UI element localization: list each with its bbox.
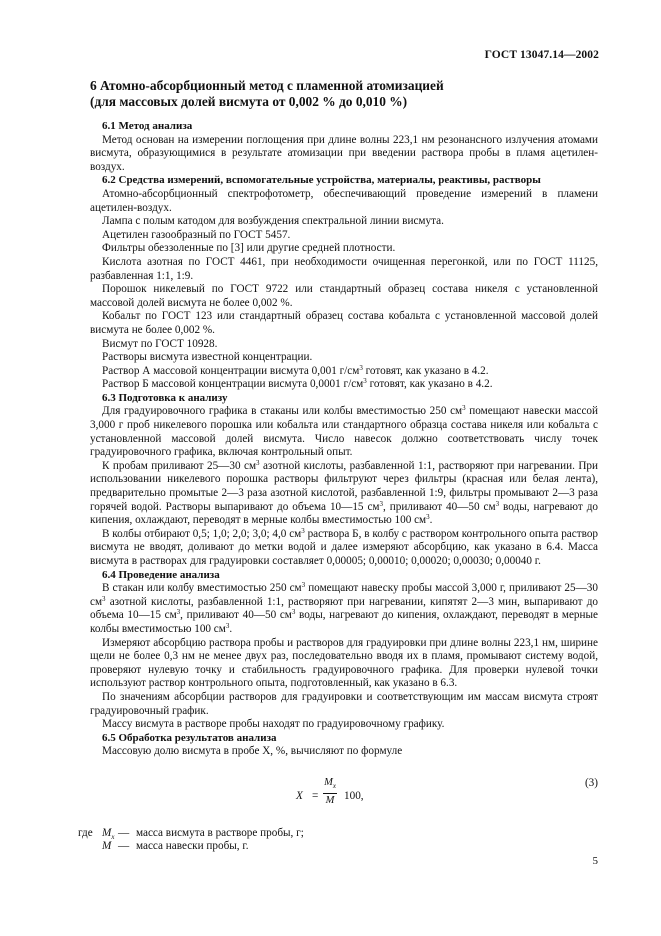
heading-6-5: 6.5 Обработка результатов анализа — [102, 731, 277, 744]
definitions — [78, 826, 598, 854]
paragraph: Измеряют абсорбцию раствора пробы и растворов для градуировки при длине волны 223,1 нм, ширине щели не более 0,3 нм не менее двух раз, последовательно вводя их в пламя, промывают систему водой, проверяют нулевую точку и стабильность градуировочного графика. Для проверки нулевой точки используют раствор контрольного опыта, подготовленный, как указано в 6.3. — [90, 636, 598, 690]
paragraph: Кобальт по ГОСТ 123 или стандартный образец состава кобальта с установленной массовой долей висмута не более 0,002 %. — [90, 310, 598, 336]
paragraph: Ацетилен газообразный по ГОСТ 5457. — [102, 228, 291, 241]
formula-fraction — [323, 777, 337, 807]
definition-text: масса висмута в растворе пробы, г; — [136, 826, 304, 839]
formula-lhs: X — [296, 789, 303, 802]
paragraph: В стакан или колбу вместимостью 250 $см^3$ помещают навеску пробы массой 3,000 г, приливают 25—30 $см^3$ азотной кислоты, разбавленной 1:1, растворяют при нагревании, кипятят 2—3 мин, выпаривают до объема 10—15 $см^3$, приливают 40—50 $см^3$ воды, нагревают до кипения, охлаждают, переводят в мерные колбы вместимостью 100 $см^3$. — [90, 581, 598, 635]
definition-row — [78, 826, 598, 842]
fraction-denominator: M — [325, 795, 335, 806]
paragraph: Порошок никелевый по ГОСТ 9722 или стандартный образец состава никеля с установленной массовой долей висмута не более 0,002 %. — [90, 283, 598, 309]
definition-symbol: $M_x$ — [102, 826, 115, 842]
formula-number: (3) — [584, 776, 598, 789]
heading-6-4: 6.4 Проведение анализа — [102, 568, 220, 581]
definition-dash: — — [118, 826, 130, 839]
section-title — [90, 78, 598, 110]
definition-dash: — — [118, 840, 130, 853]
fraction-numerator: $M_x$ — [324, 776, 336, 790]
fraction-bar — [323, 793, 337, 794]
page-header: ГОСТ 13047.14—2002 — [484, 49, 599, 61]
paragraph: Массовую долю висмута в пробе X, %, вычисляют по формуле — [102, 745, 403, 758]
definition-text: масса навески пробы, г. — [136, 840, 249, 853]
paragraph: К пробам приливают 25—30 $см^3$ азотной кислоты, разбавленной 1:1, растворяют при нагревании. При использовании никелевого порошка растворы фильтруют через фильтры (красная или белая лента), предварительно промытые 2—3 раза азотной кислотой, разбавленной 1:9, фильтры промывают 2—3 раза горячей водой. Растворы выпаривают до объема 10—15 $см^3$, приливают 40—50 $см^3$ воды, нагревают до кипения, охлаждают, переводят в мерные колбы вместимостью 100 $см^3$. — [90, 458, 598, 527]
paragraph: Висмут по ГОСТ 10928. — [102, 337, 218, 350]
formula-factor: 100, — [344, 789, 364, 802]
heading-6-2: 6.2 Средства измерений, вспомогательные устройства, материалы, реактивы, растворы — [102, 174, 541, 187]
definition-row — [90, 840, 598, 853]
section-title-line2: (для массовых долей висмута от 0,002 % до 0,010 %) — [90, 94, 408, 109]
paragraph: В колбы отбирают 0,5; 1,0; 2,0; 3,0; 4,0 $см^3$ раствора Б, в колбу с раствором контрольного опыта раствор висмута не вводят, доливают до метки водой и далее измеряют абсорбцию, как указано в 6.4. Масса висмута в растворах для градуировки составляет 0,00005; 0,00010; 0,00020; 0,00030; 0,00040 г. — [90, 526, 599, 567]
formula — [90, 771, 598, 823]
main-content — [78, 78, 599, 854]
paragraph: Метод основан на измерении поглощения при длине волны 223,1 нм резонансного излучения атомами висмута, образующимися в результате атомизации при введении раствора пробы в пламя ацетилен-воздух. — [90, 133, 598, 173]
paragraph: Раствор Б массовой концентрации висмута 0,0001 $г/см^3$ готовят, как указано в 4.2. — [102, 377, 493, 391]
formula-equals: = — [312, 789, 319, 802]
paragraph: Кислота азотная по ГОСТ 4461, при необходимости очищенная перегонкой, или по ГОСТ 11125, разбавленная 1:1, 1:9. — [90, 255, 598, 282]
paragraph: Атомно-абсорбционный спектрофотометр, обеспечивающий проведение измерений в пламени ацетилен-воздух. — [90, 187, 598, 214]
heading-6-1: 6.1 Метод анализа — [102, 120, 193, 132]
section-title-line1: 6 Атомно-абсорбционный метод с пламенной атомизацией — [90, 78, 444, 93]
paragraph: Лампа с полым катодом для возбуждения спектральной линии висмута. — [102, 215, 444, 228]
paragraph: По значениям абсорбции растворов для градуировки и соответствующим им массам висмута строят градуировочный график. — [90, 690, 598, 717]
definition-symbol: M — [102, 840, 112, 853]
paragraph: Фильтры обеззоленные по [3] или другие средней плотности. — [102, 242, 396, 255]
paragraph: Для градуировочного графика в стаканы или колбы вместимостью 250 $см^3$ помещают навески массой 3,000 г проб никелевого порошка или кобальта или стандартного образца состава никеля или кобальта с установленной массовой долей висмута. Число навесок должно соответствовать числу точек градуировочного графика, включая контрольный опыт. — [90, 404, 598, 459]
page-number: 5 — [592, 855, 598, 867]
where-word: где — [78, 826, 93, 839]
heading-6-3: 6.3 Подготовка к анализу — [102, 391, 228, 404]
paragraph: Массу висмута в растворе пробы находят по градуировочному графику. — [102, 718, 445, 731]
paragraph: Раствор А массовой концентрации висмута 0,001 $г/см^3$ готовят, как указано в 4.2. — [102, 363, 489, 377]
paragraph: Растворы висмута известной концентрации. — [102, 351, 313, 364]
